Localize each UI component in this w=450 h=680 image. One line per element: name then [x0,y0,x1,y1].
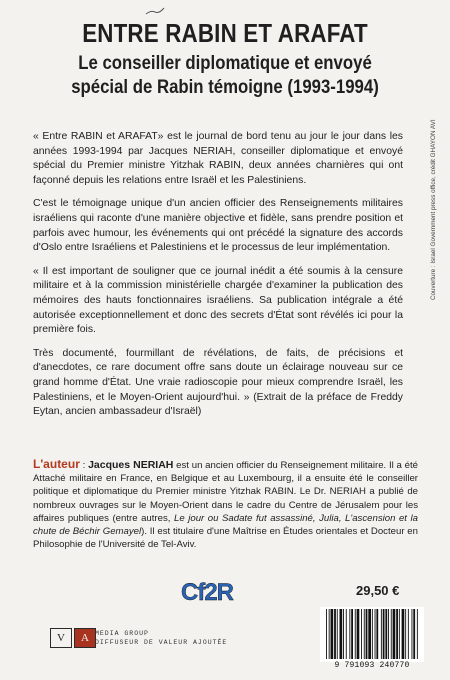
barcode-bar [334,609,336,659]
barcode-bar [357,609,360,659]
barcode-bar [393,609,396,659]
cf2r-logo-text: Cf2R [181,579,234,606]
description-paragraph: C'est le témoignage unique d'un ancien officier des Renseignements militaires israéliens qui raconte d'une manière objective et fidèle, sans prendre position et parfois avec humour, les événements qui ont précédé la signature des accords d'Oslo entre Israéliens et Palestiniens et le processus de leur implémentation. [33,198,403,254]
barcode-bar [396,609,398,659]
barcode-bar [376,609,378,659]
barcode-bar [408,609,409,659]
author-text: est un ancien officier du Renseignement militaire. Il a été Attaché militaire en France, en Belgique et au Luxembourg, il a ensuite été le conseiller politique et diplomatique du Premier ministre Yitzhak RABIN. Le Dr. NERIAH a publié de nombreux ouvrages sur le Moyen-Orient dans le cadre du Centre de Jérusalem pour les affaires publiques (entre autres, [33,460,419,524]
barcode-bar [381,609,382,659]
barcode [320,607,424,662]
barcode-bar [375,609,376,659]
description-paragraph: « Il est important de souligner que ce journal inédit a été soumis à la censure militaire et à la commission ministérielle chargée d'examiner la publication des mémoires des hauts fonctionnaires israéliens. Sa publication intégrale a été autorisée exceptionnellement et donc des secrets d'État sont révélés ici pour la première fois. [33,265,403,336]
barcode-bar [349,609,350,659]
description-body [33,130,403,420]
publisher-line-1: MEDIA GROUP [95,630,149,637]
author-name: Jacques NERIAH [88,459,174,471]
barcode-bar [383,609,385,659]
author-label: L'auteur [33,457,80,471]
subtitle-line-1: Le conseiller diplomatique et envoyé [78,52,372,74]
barcode-bar [331,609,334,659]
barcode-bar [326,609,327,659]
barcode-bar [343,609,344,659]
publisher-text [95,629,227,647]
author-bio [33,458,418,551]
publisher-line-2: DIFFUSEUR DE VALEUR AJOUTÉE [95,639,228,646]
barcode-bar [337,609,338,659]
barcode-bar [417,609,418,659]
barcode-digits: 9 791093 240770 [334,661,410,670]
barcode-bar [366,609,368,659]
book-title: ENTRE RABIN ET ARAFAT [82,18,368,48]
cover-credit: Couverture : Israel Government press office, crédit GHAYON AVI [430,119,437,300]
va-logo-left: V [50,628,72,648]
barcode-bar [340,609,343,659]
author-works: Le jour ou Sadate fut assassiné, Julia, L'ascension et la chute de Béchir Gemayel [33,512,418,538]
barcode-bar [391,609,392,659]
barcode-bar [372,609,373,659]
barcode-bar [351,609,353,659]
barcode-bar [402,609,405,659]
barcode-bar [329,609,330,659]
barcode-bar [399,609,400,659]
barcode-bar [364,609,365,659]
description-paragraph: « Entre RABIN et ARAFAT» est le journal de bord tenu au jour le jour dans les années 1993-1994 par Jacques NERIAH, conseiller diplomatique et envoyé spécial du Premier ministre Yitzhak RABIN, deux années charnières qui ont façonné depuis les relations entre Israël et les Palestiniens. [33,131,403,186]
barcode-bar [412,609,413,659]
price: 29,50 € [356,583,400,598]
barcode-bar [355,609,356,659]
barcode-bar [385,609,387,659]
author-text-end: ). Il est titulaire d'une Maîtrise en Études orientales et Docteur en Philosophie de l'Université de Tel-Aviv. [33,526,418,551]
barcode-bar [346,609,347,659]
barcode-bar [368,609,371,659]
barcode-bar [405,609,406,659]
author-separator: : [79,460,89,471]
subtitle-line-2: spécial de Rabin témoigne (1993-1994) [71,76,379,98]
cf2r-logo [181,579,257,607]
decorative-mark-icon [145,6,165,16]
barcode-bar [361,609,362,659]
va-logo-right: A [74,628,96,648]
barcode-bar [388,609,389,659]
barcode-bar [413,609,415,659]
description-paragraph: Très documenté, fourmillant de révélations, de faits, de précisions et d'anecdotes, ce rare document offre sans doute un éclairage nouveau sur ce grand homme d'État. Une vraie radioscopie pour mieux comprendre Israël, les Palestiniens, et le Moyen-Orient aujourd'hui. » (Extrait de la préface de Freddy Eytan, ancien ambassadeur d'Israël) [33,347,403,418]
